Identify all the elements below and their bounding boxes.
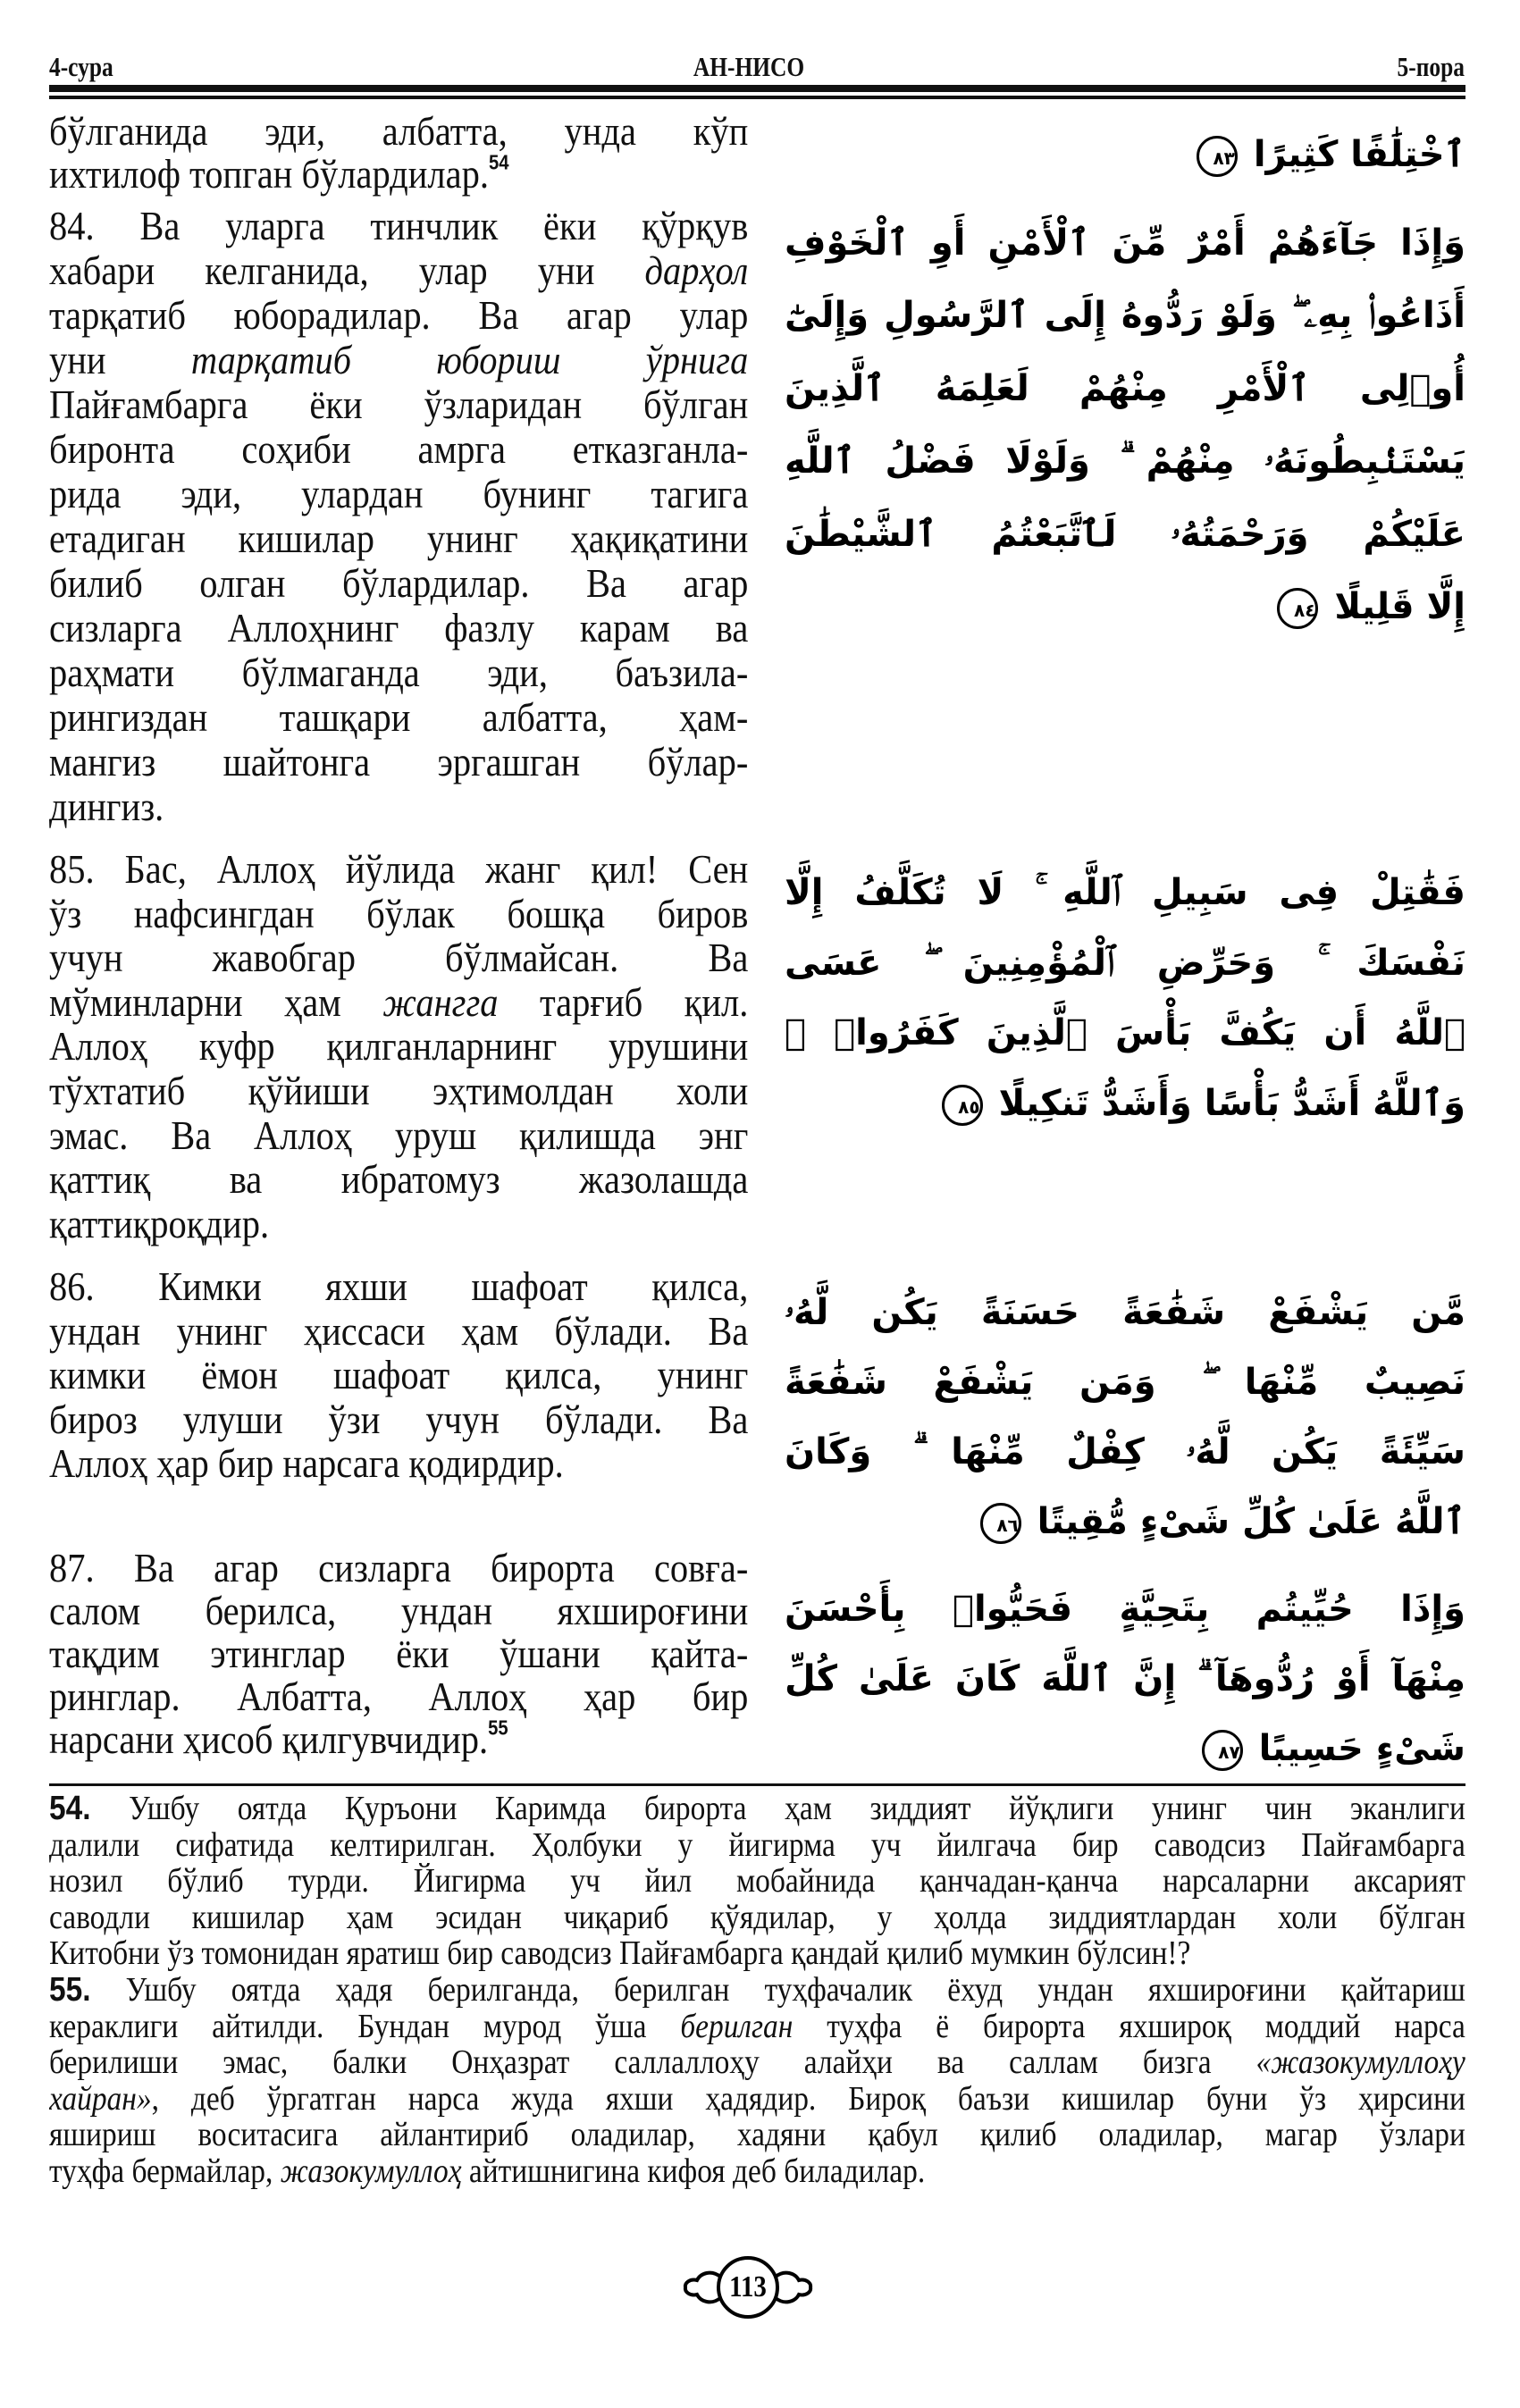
text-segment: биронта соҳиби амрга етказганла- bbox=[49, 427, 749, 472]
arabic-text: سَيِّئَةً يَكُن لَّهُۥ كِفْلٌ مِّنْهَا ۗ وَكَانَ bbox=[785, 1431, 1465, 1472]
footnote-54-line bbox=[49, 1791, 1465, 1827]
arabic-text: نَصِيبٌ مِّنْهَا ۖ وَمَن يَشْفَعْ شَفَٰعَةً bbox=[785, 1362, 1465, 1403]
text-segment: Ушбу оятда ҳадя берилганда, берилган туҳфачалик ёхуд ундан яхшироғини қайтариш bbox=[90, 1972, 1465, 2009]
footnote-55-line bbox=[49, 2153, 1465, 2190]
surah-title: АН-НИСО bbox=[693, 51, 805, 82]
surah-number-label: 4-сура bbox=[49, 51, 113, 82]
ayah-number-marker: ٨٤ bbox=[1277, 588, 1318, 629]
verse-84-line bbox=[49, 695, 748, 740]
verse-84-line bbox=[49, 248, 748, 293]
verse-85-line bbox=[49, 1024, 748, 1069]
arabic-verse-line bbox=[785, 280, 1465, 351]
italic-text-segment: хайран» bbox=[49, 2081, 152, 2118]
arabic-verse-line bbox=[785, 1347, 1465, 1418]
footnote-54-line bbox=[49, 1935, 1465, 1972]
text-segment: рида эди, улардан бунинг тагига bbox=[49, 472, 749, 516]
text-segment: Пайғамбарга ёки ўзларидан бўлган bbox=[49, 382, 749, 427]
arabic-text: نَفْسَكَ ۚ وَحَرِّضِ ٱلْمُؤْمِنِينَ ۖ عَسَى bbox=[785, 943, 1465, 984]
verse-85-line bbox=[49, 1069, 748, 1113]
text-segment: раҳмати бўлмаганда эди, баъзила- bbox=[49, 650, 749, 695]
text-segment: мангиз шайтонга эргашган бўлар- bbox=[49, 740, 749, 784]
ayah-number-marker: ٨٦ bbox=[980, 1503, 1021, 1544]
text-segment: салом берилса, ундан яхшироғини bbox=[49, 1589, 749, 1633]
text-segment: нарсани ҳисоб қилгувчидир. bbox=[49, 1717, 489, 1762]
text-segment: берилиши эмас, балки Онҳазрат саллаллоҳу алайҳи ва саллам бизга bbox=[49, 2044, 1256, 2081]
arabic-text: إِلَّا قَلِيلًا bbox=[1334, 586, 1465, 627]
verse-86-line bbox=[49, 1264, 748, 1309]
text-segment: дингиз. bbox=[49, 784, 164, 829]
text-segment: учун жавобгар бўлмайсан. Ва bbox=[49, 936, 749, 980]
footnote-54-line bbox=[49, 1900, 1465, 1936]
italic-text-segment: жангга bbox=[382, 980, 499, 1025]
text-segment: Китобни ўз томонидан яратиш бир саводсиз Пайғамбарга қандай қилиб мумкин бўлсин!? bbox=[49, 1935, 1191, 1972]
verse-84-line bbox=[49, 472, 748, 516]
italic-text-segment: жазокумуллоҳ bbox=[280, 2153, 462, 2190]
verse-84-line bbox=[49, 650, 748, 695]
verse-84-line bbox=[49, 784, 748, 829]
text-segment: ихтилоф топган бўлардилар. bbox=[49, 152, 489, 197]
arabic-text: مِنْهَآ أَوْ رُدُّوهَآ ۗ إِنَّ ٱللَّهَ كَانَ عَلَىٰ كُلِّ bbox=[785, 1658, 1465, 1699]
verse-84-line bbox=[49, 427, 748, 472]
arabic-text: وَإِذَا جَآءَهُمْ أَمْرٌ مِّنَ ٱلْأَمْنِ أَوِ ٱلْخَوْفِ bbox=[785, 222, 1465, 264]
text-segment: туҳфа бермайлар, bbox=[49, 2153, 281, 2190]
verse-84-line bbox=[49, 204, 748, 248]
text-segment: етадиган кишилар унинг ҳақиқатини bbox=[49, 516, 749, 561]
header-rule-thin bbox=[49, 96, 1465, 99]
verse-86-line bbox=[49, 1309, 748, 1354]
text-segment: саводли кишилар ҳам эсидан чиқариб қўядилар, у ҳолда зиддиятлардан холи бўлган bbox=[49, 1900, 1465, 1936]
ayah-number-marker: ٨٣ bbox=[1197, 136, 1238, 177]
verse-84-line bbox=[49, 606, 748, 650]
text-segment: Аллоҳ куфр қилганларнинг урушини bbox=[49, 1024, 749, 1069]
footnote-divider bbox=[49, 1783, 1465, 1786]
text-segment: сизларга Аллоҳнинг фазлу карам ва bbox=[49, 606, 749, 650]
arabic-text: فَقَٰتِلْ فِى سَبِيلِ ٱللَّهِ ۚ لَا تُكَلَّفُ إِلَّا bbox=[785, 872, 1465, 913]
arabic-verse-line bbox=[785, 1713, 1465, 1784]
arabic-text: مَّن يَشْفَعْ شَفَٰعَةً حَسَنَةً يَكُن لَّهُۥ bbox=[785, 1292, 1465, 1333]
verse-84-line bbox=[49, 382, 748, 427]
footnote-number: 55. bbox=[49, 1972, 91, 2009]
italic-text-segment: дарҳол bbox=[644, 248, 749, 293]
verse-85-line bbox=[49, 936, 748, 980]
italic-text-segment: тарқатиб юбориш ўрнига bbox=[190, 338, 749, 382]
arabic-text: ٱخْتِلَٰفًا كَثِيرًا bbox=[1253, 134, 1465, 175]
arabic-text: عَلَيْكُمْ وَرَحْمَتُهُۥ لَٱتَّبَعْتُمُ ٱلشَّيْطَٰنَ bbox=[785, 514, 1465, 555]
translation-line bbox=[49, 152, 748, 197]
page-number: 113 bbox=[729, 2270, 767, 2303]
arabic-text: وَٱللَّهُ أَشَدُّ بَأْسًا وَأَشَدُّ تَنكِيلًا bbox=[998, 1083, 1465, 1124]
arabic-verse-line bbox=[785, 1643, 1465, 1715]
footnote-55-line bbox=[49, 2044, 1465, 2081]
verse-87-line bbox=[49, 1674, 748, 1719]
text-segment: бўлганида эди, албатта, унда кўп bbox=[49, 109, 749, 154]
footnote-reference: 54 bbox=[488, 152, 509, 174]
ayah-number-marker: ٨٥ bbox=[942, 1085, 983, 1126]
footnote-55-line bbox=[49, 1972, 1465, 2009]
text-segment: туҳфа ё бирорта яхшироқ моддий нарса bbox=[793, 2009, 1465, 2045]
verse-84-line bbox=[49, 561, 748, 606]
verse-85-line bbox=[49, 1202, 748, 1246]
arabic-verse-line bbox=[785, 857, 1465, 928]
text-segment: 85. Бас, Аллоҳ йўлида жанг қил! Сен bbox=[49, 847, 749, 892]
juz-number-label: 5-пора bbox=[1397, 51, 1465, 82]
text-segment: тарғиб қил. bbox=[498, 980, 749, 1025]
arabic-verse-line bbox=[785, 927, 1465, 999]
arabic-text: يَسْتَنۢبِطُونَهُۥ مِنْهُمْ ۗ وَلَوْلَا فَضْلُ ٱللَّهِ bbox=[785, 440, 1465, 482]
verse-85-line bbox=[49, 892, 748, 936]
arabic-verse-line bbox=[785, 1277, 1465, 1348]
arabic-verse-line bbox=[785, 499, 1465, 570]
verse-85-line bbox=[49, 1113, 748, 1158]
text-segment: Аллоҳ ҳар бир нарсага қодирдир. bbox=[49, 1441, 564, 1486]
arabic-text: ٱللَّهُ أَن يَكُفَّ بَأْسَ ٱلَّذِينَ كَفَرُوا۟ ۚ bbox=[785, 1012, 1465, 1053]
footnote-54-line bbox=[49, 1827, 1465, 1864]
text-segment: тўхтатиб қўйиши эҳтимолдан холи bbox=[49, 1069, 749, 1113]
verse-85-line bbox=[49, 847, 748, 892]
verse-84-line bbox=[49, 338, 748, 382]
text-segment: кимки ёмон шафоат қилса, унинг bbox=[49, 1353, 749, 1397]
text-segment: эмас. Ва Аллоҳ уруш қилишда энг bbox=[49, 1113, 749, 1158]
arabic-text: أَذَاعُوا۟ بِهِۦ ۖ وَلَوْ رَدُّوهُ إِلَى ٱلرَّسُولِ وَإِلَىٰٓ bbox=[785, 295, 1465, 336]
verse-87-line bbox=[49, 1717, 748, 1762]
text-segment: билиб олган бўлардилар. Ва агар bbox=[49, 561, 749, 606]
verse-86-line bbox=[49, 1441, 748, 1486]
text-segment: рингиздан ташқари албатта, ҳам- bbox=[49, 695, 749, 740]
arabic-verse-line bbox=[785, 119, 1465, 190]
footnote-55-line bbox=[49, 2117, 1465, 2153]
translation-line bbox=[49, 109, 748, 154]
text-segment: 86. Кимки яхши шафоат қилса, bbox=[49, 1264, 749, 1309]
arabic-text: شَىْءٍ حَسِيبًا bbox=[1258, 1728, 1465, 1769]
arabic-verse-line bbox=[785, 1486, 1465, 1557]
italic-text-segment: берилган bbox=[680, 2009, 794, 2045]
footnote-54-line bbox=[49, 1863, 1465, 1900]
footnote-number: 54. bbox=[49, 1791, 91, 1827]
verse-84-line bbox=[49, 740, 748, 784]
text-segment: , деб ўргатган нарса жуда яхши ҳадядир. Бироқ баъзи кишилар буни ўз ҳирсини bbox=[151, 2081, 1465, 2118]
verse-84-line bbox=[49, 293, 748, 338]
footnote-reference: 55 bbox=[488, 1717, 508, 1740]
text-segment: далили сифатида келтирилган. Ҳолбуки у йигирма уч йилгача бир саводсиз Пайғамбарга bbox=[49, 1827, 1465, 1864]
arabic-verse-line bbox=[785, 353, 1465, 424]
text-segment: 84. Ва уларга тинчлик ёки қўрқув bbox=[49, 204, 749, 248]
page-number-ornament bbox=[681, 2250, 815, 2325]
footnote-55-line bbox=[49, 2009, 1465, 2045]
arabic-verse-line bbox=[785, 571, 1465, 642]
italic-text-segment: «жазокумуллоҳу bbox=[1255, 2044, 1465, 2081]
arabic-verse-line bbox=[785, 1573, 1465, 1645]
ayah-number-marker: ٨٧ bbox=[1202, 1730, 1243, 1771]
verse-87-line bbox=[49, 1546, 748, 1590]
arabic-verse-line bbox=[785, 425, 1465, 497]
verse-84-line bbox=[49, 516, 748, 561]
verse-85-line bbox=[49, 1157, 748, 1202]
text-segment: қаттиқ ва ибратомуз жазолашда bbox=[49, 1157, 749, 1202]
verse-86-line bbox=[49, 1397, 748, 1442]
arabic-text: ٱللَّهُ عَلَىٰ كُلِّ شَىْءٍ مُّقِيتًا bbox=[1037, 1501, 1465, 1542]
text-segment: қаттиқроқдир. bbox=[49, 1202, 270, 1246]
text-segment: тарқатиб юборадилар. Ва агар улар bbox=[49, 293, 749, 338]
arabic-verse-line bbox=[785, 1416, 1465, 1488]
arabic-text: وَإِذَا حُيِّيتُم بِتَحِيَّةٍ فَحَيُّوا۟ بِأَحْسَنَ bbox=[785, 1589, 1465, 1630]
text-segment: ундан унинг ҳиссаси ҳам бўлади. Ва bbox=[49, 1309, 749, 1354]
arabic-verse-line bbox=[785, 997, 1465, 1069]
text-segment: мўминларни ҳам bbox=[49, 980, 383, 1025]
text-segment: хабари келганида, улар уни bbox=[49, 248, 645, 293]
verse-87-line bbox=[49, 1589, 748, 1633]
verse-86-line bbox=[49, 1353, 748, 1397]
header-rule-thick bbox=[49, 85, 1465, 92]
text-segment: ўз нафсингдан бўлак бошқа биров bbox=[49, 892, 749, 936]
text-segment: кераклиги айтилди. Бундан мурод ўша bbox=[49, 2009, 681, 2045]
text-segment: Ушбу оятда Қуръони Каримда бирорта ҳам зиддият йўқлиги унинг чин эканлиги bbox=[90, 1791, 1465, 1827]
text-segment: нозил бўлиб турди. Йигирма уч йил мобайнида қанчадан-қанча нарсаларни аксарият bbox=[49, 1863, 1465, 1900]
text-segment: тақдим этинглар ёки ўшани қайта- bbox=[49, 1632, 749, 1676]
verse-85-line bbox=[49, 980, 748, 1025]
arabic-verse-line bbox=[785, 1068, 1465, 1139]
text-segment: ринглар. Албатта, Аллоҳ ҳар бир bbox=[49, 1674, 749, 1719]
text-segment: бироз улуши ўзи учун бўлади. Ва bbox=[49, 1397, 749, 1442]
arabic-verse-line bbox=[785, 207, 1465, 279]
text-segment: яшириш воситасига айлантириб оладилар, хадяни қабул қилиб оладилар, магар ўзлари bbox=[49, 2117, 1465, 2153]
text-segment: 87. Ва агар сизларга бирорта совға- bbox=[49, 1546, 749, 1590]
verse-87-line bbox=[49, 1632, 748, 1676]
text-segment: айтишнигина кифоя деб биладилар. bbox=[461, 2153, 926, 2190]
arabic-text: أُو۟لِى ٱلْأَمْرِ مِنْهُمْ لَعَلِمَهُ ٱلَّذِينَ bbox=[785, 368, 1465, 409]
footnote-55-line bbox=[49, 2081, 1465, 2118]
text-segment: уни bbox=[49, 338, 191, 382]
